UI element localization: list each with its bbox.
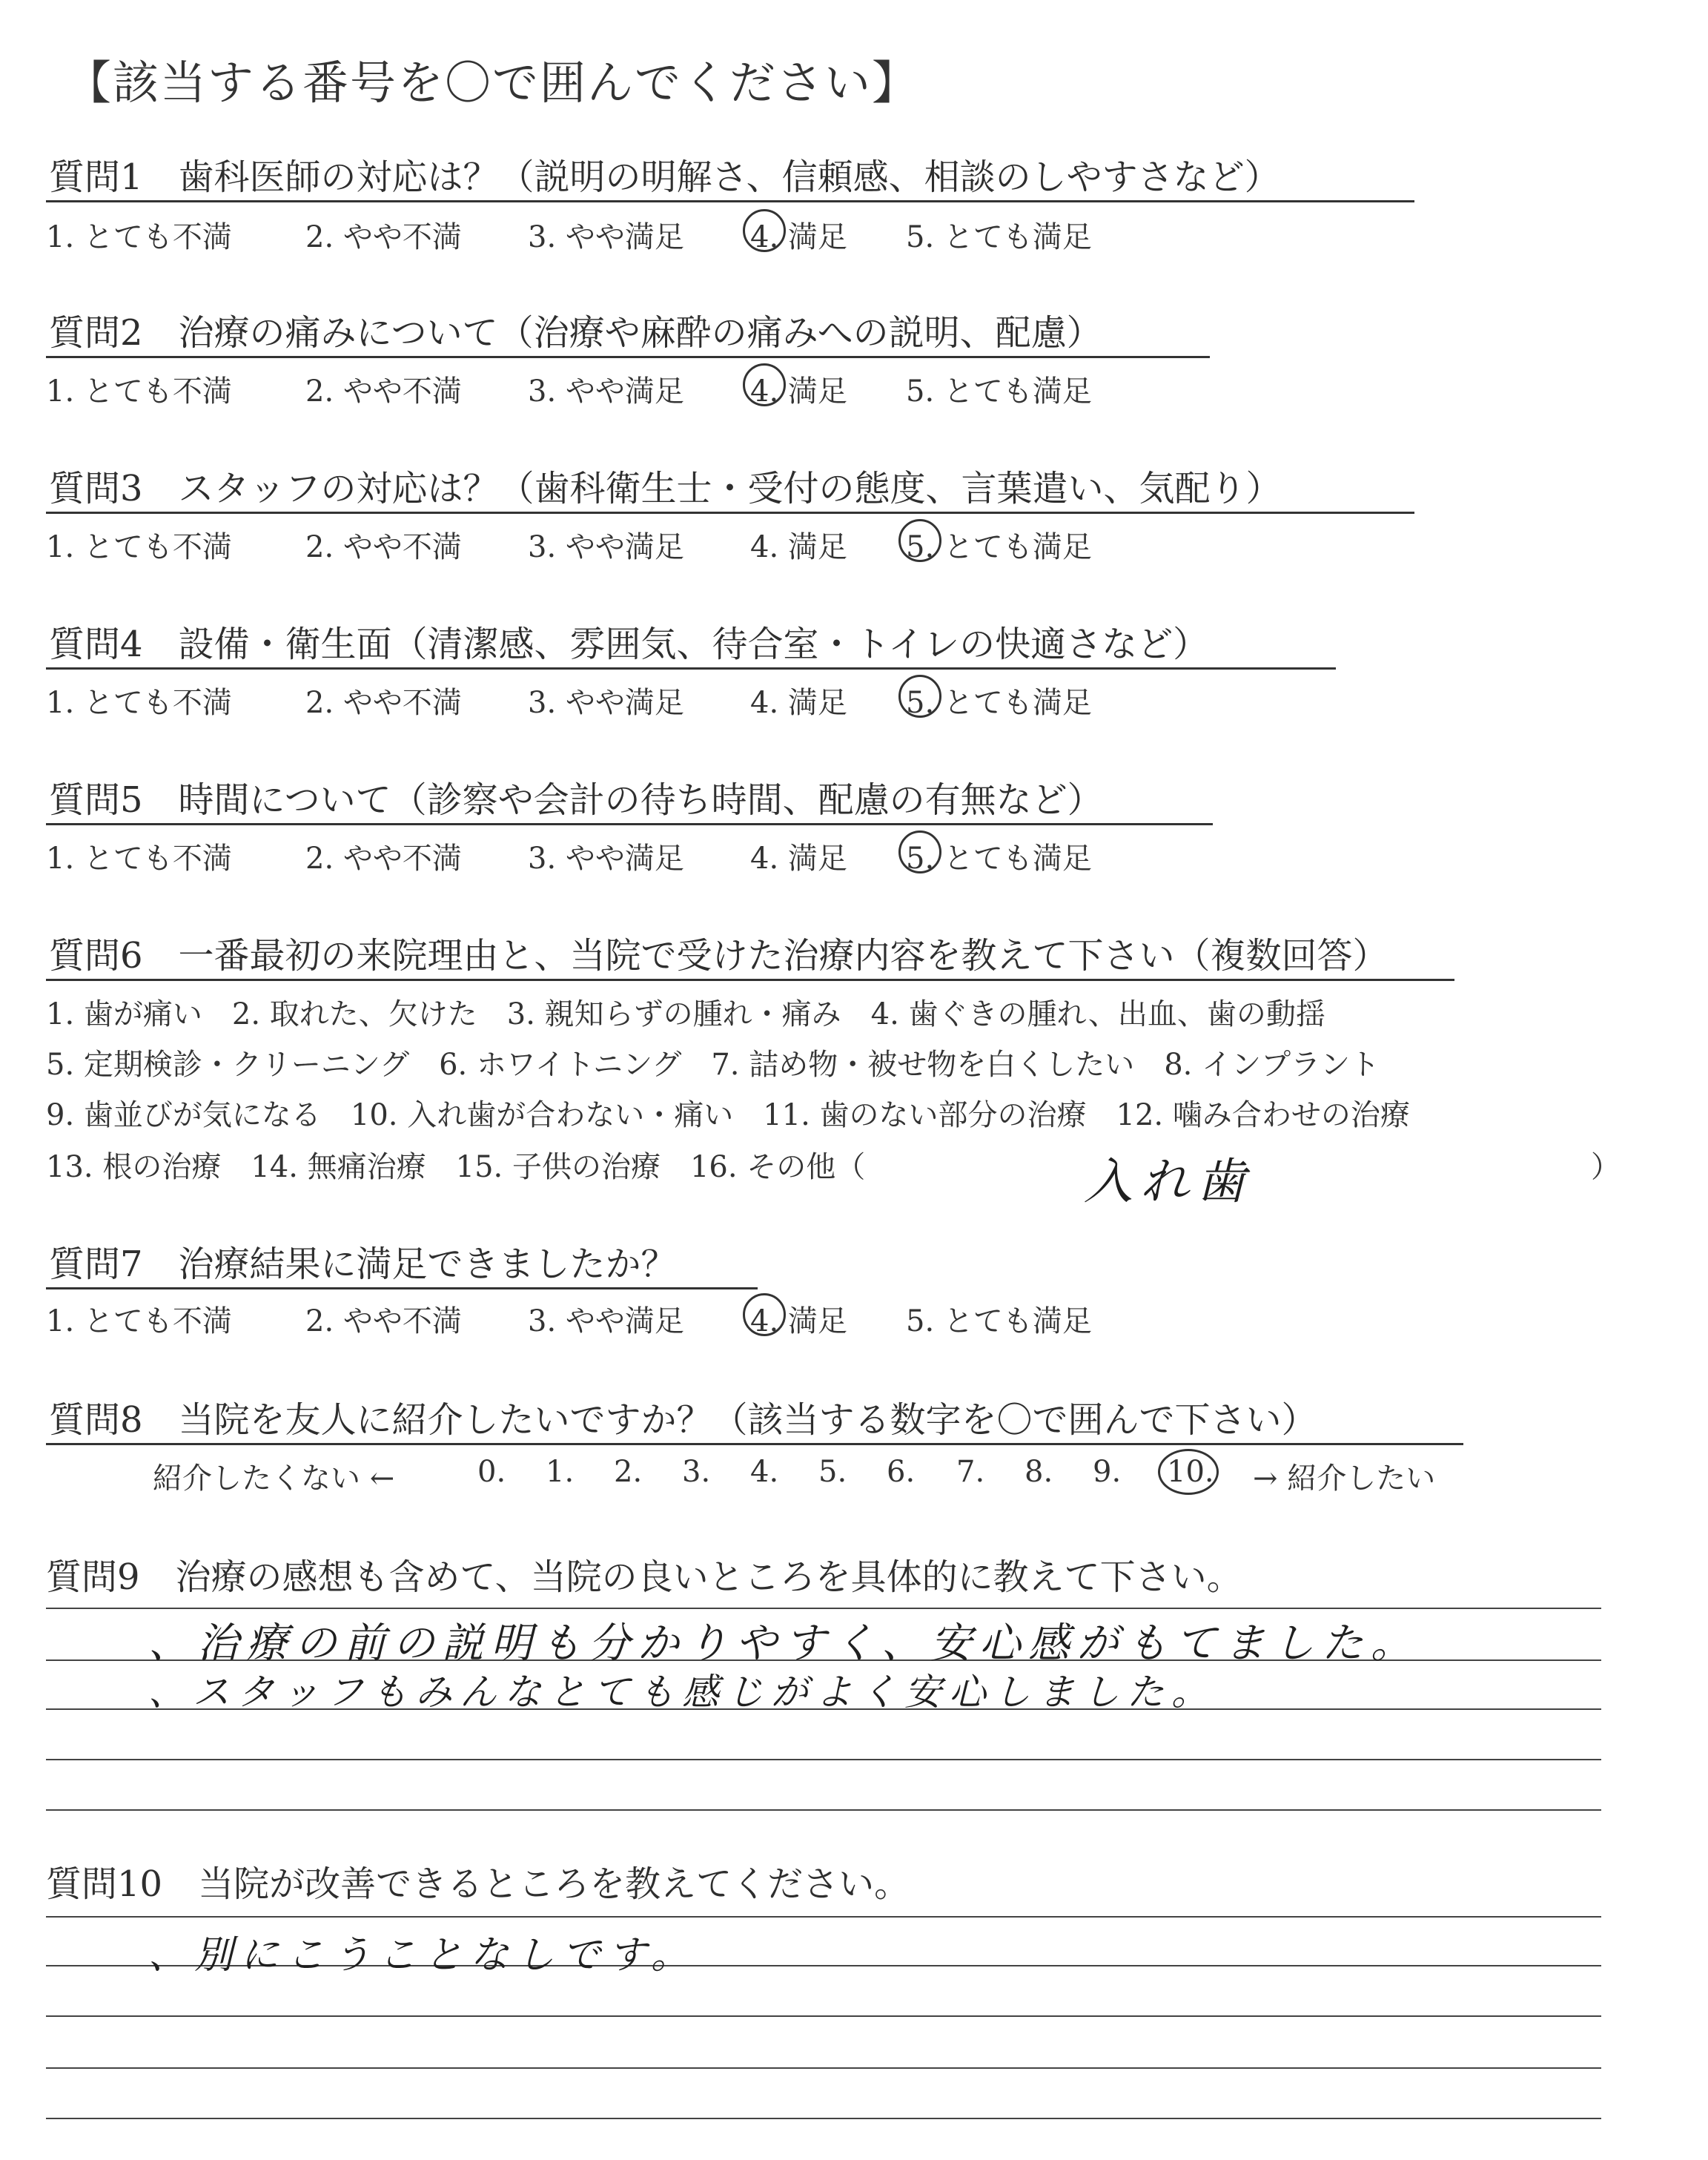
- option-4: 4. 満足: [750, 220, 847, 254]
- question-4-underline: [46, 667, 1336, 670]
- option-5: 5. とても満足: [906, 1304, 1092, 1338]
- option-1: 1. とても不満: [46, 530, 232, 564]
- option-1: 1. とても不満: [46, 842, 232, 876]
- option-5: 5. とても満足: [906, 530, 1092, 564]
- scale-value: 9.: [1093, 1455, 1122, 1489]
- option-5: 5. とても満足: [906, 686, 1092, 720]
- option-2: 2. やや不満: [305, 220, 462, 254]
- option-3: 3. やや満足: [528, 842, 684, 876]
- scale-value: 0.: [477, 1455, 506, 1489]
- question-6-row-1: 1. 歯が痛い 2. 取れた、欠けた 3. 親知らずの腫れ・痛み 4. 歯ぐきの腫れ、出血、歯の動揺: [46, 997, 1325, 1031]
- question-2-underline: [46, 356, 1210, 358]
- option-1: 1. とても不満: [46, 374, 232, 409]
- selected-circle-mark: [743, 1293, 786, 1336]
- option-2: 2. やや不満: [305, 530, 462, 564]
- question-8-right-label: → 紹介したい: [1253, 1462, 1436, 1496]
- scale-value: 4.: [750, 1455, 779, 1489]
- scale-value: 1.: [546, 1455, 575, 1489]
- question-7-underline: [46, 1287, 758, 1289]
- question-6-close-paren: ）: [1591, 1150, 1621, 1184]
- option-4: 4. 満足: [750, 374, 847, 409]
- question-5-underline: [46, 823, 1213, 825]
- option-2: 2. やや不満: [305, 1304, 462, 1338]
- question-10-label: 質問10 当院が改善できるところを教えてください。: [46, 1863, 910, 1905]
- question-4-label: 質問4 設備・衛生面（清潔感、雰囲気、待合室・トイレの快適さなど）: [49, 624, 1209, 665]
- question-5-label: 質問5 時間について（診察や会計の待ち時間、配慮の有無など）: [49, 779, 1103, 821]
- question-7-label: 質問7 治療結果に満足できましたか？: [49, 1244, 677, 1285]
- option-2: 2. やや不満: [305, 842, 462, 876]
- question-1-label: 質問1 歯科医師の対応は？（説明の明解さ、信頼感、相談のしやすさなど）: [49, 156, 1280, 198]
- question-6-label: 質問6 一番最初の来院理由と、当院で受けた治療内容を教えて下さい（複数回答）: [49, 935, 1388, 977]
- option-1: 1. とても不満: [46, 1304, 232, 1338]
- option-5: 5. とても満足: [906, 220, 1092, 254]
- write-line: [46, 1608, 1601, 1609]
- option-5: 5. とても満足: [906, 374, 1092, 409]
- scale-value: 2.: [614, 1455, 643, 1489]
- write-line: [46, 2118, 1601, 2119]
- question-6-row-2: 5. 定期検診・クリーニング 6. ホワイトニング 7. 詰め物・被せ物を白くしたい 8. インプラント: [46, 1048, 1380, 1082]
- write-line: [46, 2015, 1601, 2017]
- question-10-answer-1: 、別にこうことなしです。: [148, 1933, 697, 1978]
- question-6-row-4: 13. 根の治療 14. 無痛治療 15. 子供の治療 16. その他（: [46, 1150, 866, 1184]
- option-2: 2. やや不満: [305, 686, 462, 720]
- option-2: 2. やや不満: [305, 374, 462, 409]
- option-3: 3. やや満足: [528, 530, 684, 564]
- option-3: 3. やや満足: [528, 686, 684, 720]
- selected-circle-mark: [898, 519, 941, 562]
- write-line: [46, 1809, 1601, 1811]
- question-9-answer-1: 、治療の前の説明も分かりやすく、安心感がもてました。: [148, 1619, 1420, 1668]
- write-line: [46, 1916, 1601, 1918]
- question-8-label: 質問8 当院を友人に紹介したいですか？（該当する数字を〇で囲んで下さい）: [49, 1399, 1317, 1441]
- question-6-other-answer: 入れ歯: [1084, 1153, 1253, 1210]
- selected-circle-mark: [898, 830, 941, 873]
- selected-circle-mark: [743, 209, 786, 252]
- question-9-label: 質問9 治療の感想も含めて、当院の良いところを具体的に教えて下さい。: [46, 1556, 1242, 1598]
- option-5: 5. とても満足: [906, 842, 1092, 876]
- scale-value: 3.: [682, 1455, 711, 1489]
- option-4: 4. 満足: [750, 686, 847, 720]
- option-4: 4. 満足: [750, 530, 847, 564]
- question-3-underline: [46, 512, 1414, 514]
- option-1: 1. とても不満: [46, 220, 232, 254]
- scale-value: 6.: [887, 1455, 916, 1489]
- scale-value: 10.: [1167, 1455, 1214, 1489]
- scale-value: 8.: [1025, 1455, 1053, 1489]
- question-9-answer-2: 、スタッフもみんなとても感じがよく安心しました。: [148, 1671, 1216, 1714]
- question-8-left-label: 紹介したくない ←: [153, 1462, 395, 1496]
- option-4: 4. 満足: [750, 1304, 847, 1338]
- question-3-label: 質問3 スタッフの対応は？（歯科衛生士・受付の態度、言葉遣い、気配り）: [49, 468, 1282, 509]
- selected-circle-mark: [1158, 1449, 1219, 1495]
- write-line: [46, 1759, 1601, 1760]
- question-6-underline: [46, 979, 1454, 981]
- option-1: 1. とても不満: [46, 686, 232, 720]
- selected-circle-mark: [743, 363, 786, 406]
- selected-circle-mark: [898, 675, 941, 718]
- question-2-label: 質問2 治療の痛みについて（治療や麻酔の痛みへの説明、配慮）: [49, 312, 1102, 354]
- question-8-underline: [46, 1443, 1463, 1445]
- option-3: 3. やや満足: [528, 220, 684, 254]
- question-1-underline: [46, 200, 1414, 202]
- scale-value: 7.: [956, 1455, 985, 1489]
- scale-value: 5.: [818, 1455, 847, 1489]
- option-3: 3. やや満足: [528, 374, 684, 409]
- option-3: 3. やや満足: [528, 1304, 684, 1338]
- question-6-row-3: 9. 歯並びが気になる 10. 入れ歯が合わない・痛い 11. 歯のない部分の治療 12. 噛み合わせの治療: [46, 1098, 1410, 1132]
- write-line: [46, 2067, 1601, 2069]
- option-4: 4. 満足: [750, 842, 847, 876]
- page-title: 【該当する番号を〇で囲んでください】: [65, 56, 920, 110]
